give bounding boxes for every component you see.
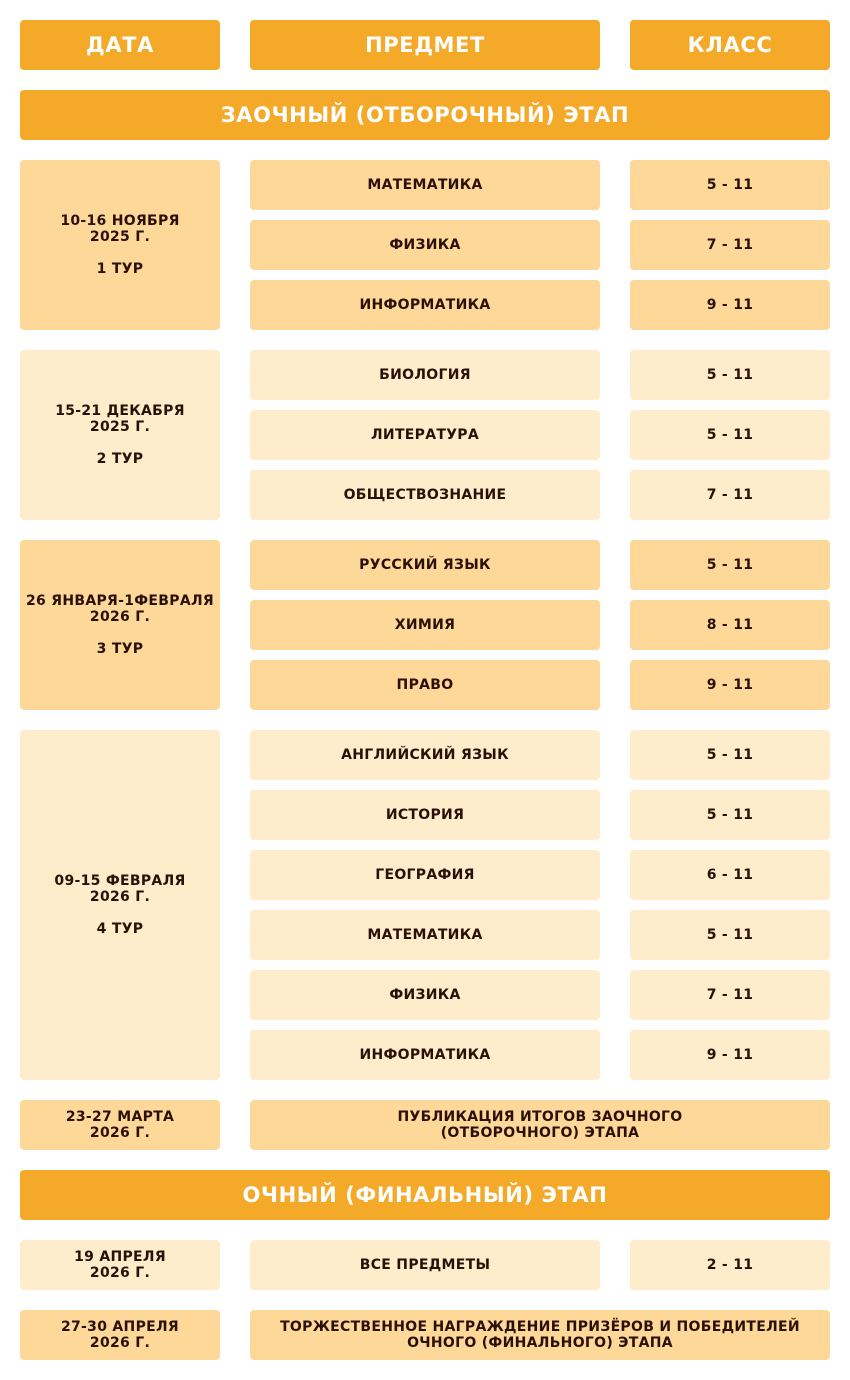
final-date-cell (20, 1240, 220, 1290)
grade-cell (630, 730, 830, 780)
stage-banner-correspondence (20, 90, 830, 140)
grade-cell (630, 970, 830, 1020)
subject-label: ГЕОГРАФИЯ (375, 867, 475, 883)
grade-label: 7 - 11 (706, 487, 754, 503)
tour-date-cell (20, 160, 220, 330)
subject-label: ПРАВО (396, 677, 454, 693)
date-year: 2026 Г. (89, 609, 151, 625)
date-year: 2026 Г. (89, 889, 151, 905)
tour-number: 1 ТУР (96, 261, 144, 277)
grade-cell (630, 910, 830, 960)
subject-label: ВСЕ ПРЕДМЕТЫ (359, 1257, 491, 1273)
stage-title: ОЧНЫЙ (ФИНАЛЬНЫЙ) ЭТАП (242, 1183, 608, 1207)
ceremony-date-cell (20, 1310, 220, 1360)
note-line: ТОРЖЕСТВЕННОЕ НАГРАЖДЕНИЕ ПРИЗЁРОВ И ПОБЕДИТЕЛЕЙ (280, 1319, 800, 1335)
grade-label: 5 - 11 (706, 177, 754, 193)
subject-label: ХИМИЯ (394, 617, 456, 633)
subject-label: МАТЕМАТИКА (367, 177, 483, 193)
grade-cell (630, 410, 830, 460)
subject-label: ИНФОРМАТИКА (359, 297, 491, 313)
tour-number: 2 ТУР (96, 451, 144, 467)
subject-cell (250, 730, 600, 780)
grade-label: 7 - 11 (706, 987, 754, 1003)
tour-number: 4 ТУР (96, 921, 144, 937)
grade-label: 8 - 11 (706, 617, 754, 633)
final-grade-cell (630, 1240, 830, 1290)
subject-cell (250, 540, 600, 590)
date-year: 2025 Г. (89, 419, 151, 435)
grade-label: 9 - 11 (706, 297, 754, 313)
subject-cell (250, 1030, 600, 1080)
date-line: 27-30 АПРЕЛЯ (60, 1319, 180, 1335)
date-line: 23-27 МАРТА (65, 1109, 175, 1125)
grade-label: 5 - 11 (706, 367, 754, 383)
grade-cell (630, 600, 830, 650)
subject-cell (250, 160, 600, 210)
subject-cell (250, 350, 600, 400)
note-line: ПУБЛИКАЦИЯ ИТОГОВ ЗАОЧНОГО (397, 1109, 683, 1125)
grade-cell (630, 160, 830, 210)
grade-cell (630, 1030, 830, 1080)
column-header-grade-label: КЛАСС (687, 33, 773, 57)
subject-label: АНГЛИЙСКИЙ ЯЗЫК (341, 747, 509, 763)
grade-cell (630, 280, 830, 330)
subject-cell (250, 790, 600, 840)
subject-label: ФИЗИКА (389, 237, 461, 253)
grade-label: 9 - 11 (706, 677, 754, 693)
grade-cell (630, 660, 830, 710)
grade-cell (630, 220, 830, 270)
subject-cell (250, 470, 600, 520)
date-year: 2026 Г. (89, 1335, 151, 1351)
note-line: ОЧНОГО (ФИНАЛЬНОГО) ЭТАПА (407, 1335, 673, 1351)
final-subject-cell (250, 1240, 600, 1290)
grade-label: 5 - 11 (706, 927, 754, 943)
subject-label: МАТЕМАТИКА (367, 927, 483, 943)
subject-cell (250, 280, 600, 330)
date-line: 19 АПРЕЛЯ (74, 1249, 166, 1265)
date-year: 2026 Г. (89, 1125, 151, 1141)
tour-date-cell (20, 540, 220, 710)
grade-label: 6 - 11 (706, 867, 754, 883)
subject-label: ЛИТЕРАТУРА (371, 427, 479, 443)
grade-label: 5 - 11 (706, 427, 754, 443)
column-header-date-label: ДАТА (86, 33, 154, 57)
grade-label: 2 - 11 (706, 1257, 754, 1273)
grade-label: 7 - 11 (706, 237, 754, 253)
subject-label: РУССКИЙ ЯЗЫК (359, 557, 491, 573)
column-header-subject-label: ПРЕДМЕТ (365, 33, 485, 57)
subject-cell (250, 600, 600, 650)
grade-cell (630, 790, 830, 840)
date-line: 15-21 ДЕКАБРЯ (55, 403, 185, 419)
stage-title: ЗАОЧНЫЙ (ОТБОРОЧНЫЙ) ЭТАП (220, 103, 630, 127)
column-header-grade (630, 20, 830, 70)
tour-number: 3 ТУР (96, 641, 144, 657)
stage-banner-final (20, 1170, 830, 1220)
results-publication-cell (250, 1100, 830, 1150)
subject-cell (250, 220, 600, 270)
grade-label: 5 - 11 (706, 807, 754, 823)
subject-cell (250, 850, 600, 900)
grade-cell (630, 540, 830, 590)
subject-cell (250, 910, 600, 960)
subject-label: ИНФОРМАТИКА (359, 1047, 491, 1063)
date-line: 09-15 ФЕВРАЛЯ (54, 873, 186, 889)
date-year: 2026 Г. (89, 1265, 151, 1281)
results-date-cell (20, 1100, 220, 1150)
tour-date-cell (20, 730, 220, 1080)
grade-label: 5 - 11 (706, 747, 754, 763)
subject-label: БИОЛОГИЯ (379, 367, 471, 383)
note-line: (ОТБОРОЧНОГО) ЭТАПА (440, 1125, 640, 1141)
ceremony-cell (250, 1310, 830, 1360)
tour-date-cell (20, 350, 220, 520)
subject-cell (250, 970, 600, 1020)
grade-cell (630, 850, 830, 900)
subject-cell (250, 660, 600, 710)
grade-cell (630, 350, 830, 400)
grade-label: 9 - 11 (706, 1047, 754, 1063)
column-header-subject (250, 20, 600, 70)
column-header-date (20, 20, 220, 70)
date-line: 26 ЯНВАРЯ-1ФЕВРАЛЯ (26, 593, 214, 609)
date-year: 2025 Г. (89, 229, 151, 245)
date-line: 10-16 НОЯБРЯ (60, 213, 180, 229)
subject-label: ФИЗИКА (389, 987, 461, 1003)
subject-label: ИСТОРИЯ (385, 807, 465, 823)
subject-cell (250, 410, 600, 460)
grade-cell (630, 470, 830, 520)
grade-label: 5 - 11 (706, 557, 754, 573)
subject-label: ОБЩЕСТВОЗНАНИЕ (343, 487, 507, 503)
